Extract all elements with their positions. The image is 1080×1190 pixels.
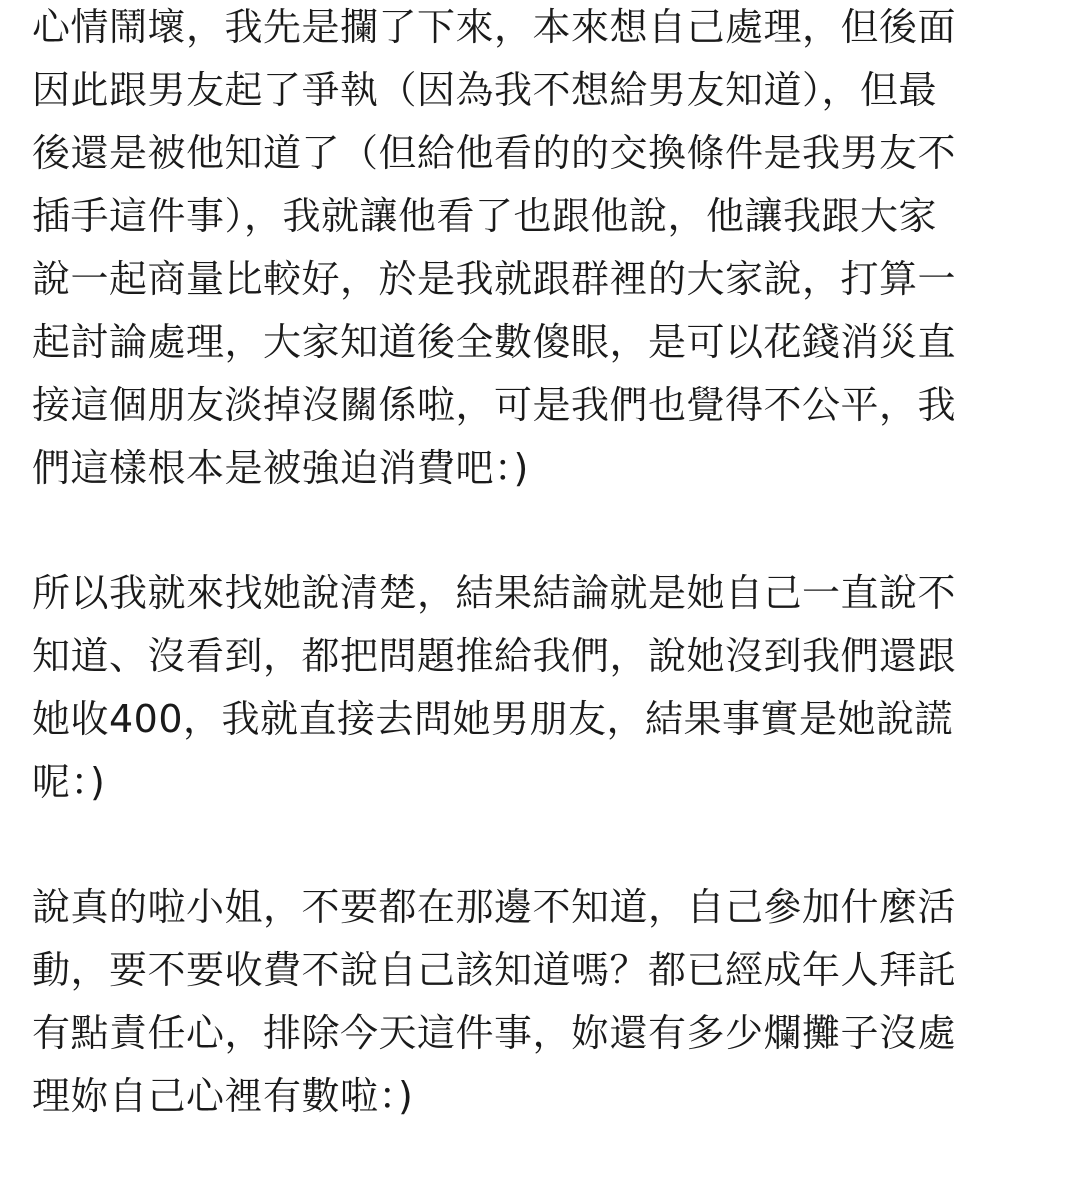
text-line: 因此跟男友起了爭執（因為我不想給男友知道），但最 (32, 68, 938, 112)
text-line: 插手這件事），我就讓他看了也跟他說，他讓我跟大家 (32, 194, 938, 238)
text-line: 後還是被他知道了（但給他看的的交換條件是我男友不 (32, 131, 957, 175)
text-line: 起討論處理，大家知道後全數傻眼，是可以花錢消災直 (32, 320, 957, 364)
text-line: 說真的啦小姐，不要都在那邊不知道，自己參加什麼活 (32, 885, 957, 929)
text-line: 們這樣根本是被強迫消費吧：) (32, 446, 529, 490)
text-line: 理妳自己心裡有數啦：) (32, 1074, 414, 1118)
text-line: 接這個朋友淡掉沒關係啦，可是我們也覺得不公平，我 (32, 383, 957, 427)
paragraph-2 (32, 562, 1048, 814)
text-line: 知道、沒看到，都把問題推給我們，說她沒到我們還跟 (32, 634, 957, 678)
text-line: 她收400，我就直接去問她男朋友，結果事實是她說謊 (32, 697, 954, 741)
paragraph-3 (32, 876, 1048, 1128)
text-line: 說一起商量比較好，於是我就跟群裡的大家說，打算一 (32, 257, 957, 301)
paragraph-1 (32, 0, 1048, 500)
text-line: 心情鬧壞，我先是攔了下來，本來想自己處理，但後面 (32, 5, 957, 49)
text-line: 呢：) (32, 760, 106, 804)
text-line: 動，要不要收費不說自己該知道嗎？都已經成年人拜託 (32, 948, 957, 992)
text-line: 所以我就來找她說清楚，結果結論就是她自己一直說不 (32, 571, 957, 615)
post-body (32, 0, 1048, 1190)
text-line: 有點責任心，排除今天這件事，妳還有多少爛攤子沒處 (32, 1011, 957, 1055)
